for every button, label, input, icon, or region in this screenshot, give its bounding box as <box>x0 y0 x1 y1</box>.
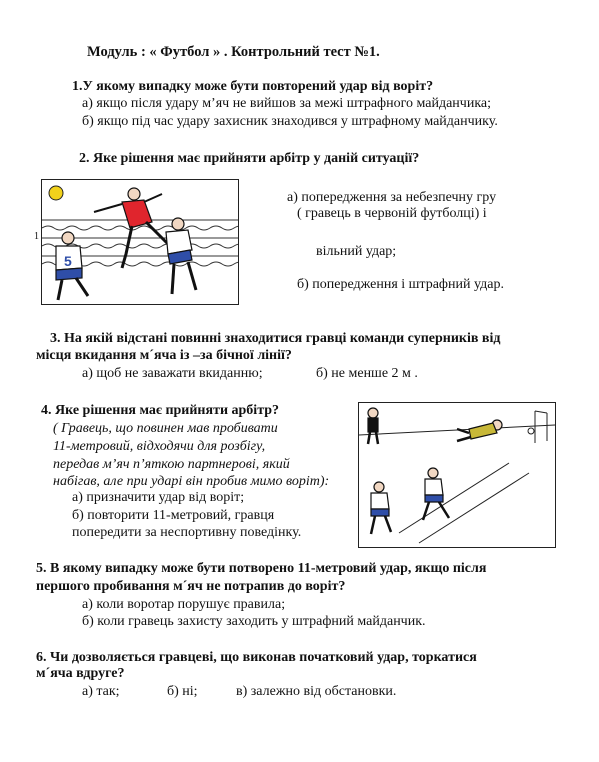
goalkeeper-figure <box>457 420 502 441</box>
q6-option-c: в) залежно від обстановки. <box>236 684 397 699</box>
blue-player-figure <box>166 218 196 294</box>
q2-illustration <box>41 179 239 305</box>
q6-question-line2: м´яча вдруге? <box>36 666 125 681</box>
q2-option-b: б) попередження і штрафний удар. <box>297 277 504 292</box>
q4-context-line1: ( Гравець, що повинен мав пробивати <box>53 421 278 436</box>
shirt-number: 5 <box>64 253 72 269</box>
q5-question-line2: першого пробивання м´яч не потрапив до воріт? <box>36 579 346 594</box>
q6-question-line1: 6. Чи дозволяється гравцеві, що виконав початковий удар, торкатися <box>36 650 477 665</box>
q6-option-b: б) ні; <box>167 684 198 699</box>
q4-option-b-line1: б) повторити 11-метровий, гравця <box>72 508 275 523</box>
q3-question-line2: місця вкидання м´яча із –за бічної лінії? <box>36 348 292 363</box>
q5-question-line1: 5. В якому випадку може бути потворено 11-метровий удар, якщо після <box>36 561 487 576</box>
q2-side-mark: 1 <box>34 231 39 242</box>
q3-question-line1: 3. На якій відстані повинні знаходитися гравці команди суперників від <box>50 331 501 346</box>
page-title: Модуль : « Футбол » . Контрольний тест №1. <box>87 44 380 60</box>
q2-option-a-line1: а) попередження за небезпечну гру <box>287 190 497 205</box>
q4-context-line3: передав м’яч п’яткою партнерові, який <box>53 457 290 472</box>
q1-option-b: б) якщо під час удару захисник знаходився у штрафному майданчику. <box>82 114 498 129</box>
q4-option-b-line2: попередити за неспортивну поведінку. <box>72 525 302 540</box>
runner-figure <box>371 482 391 534</box>
q4-context-line2: 11-метровий, відходячи для розбігу, <box>53 439 266 454</box>
q2-option-a-line3: вільний удар; <box>316 244 397 259</box>
q3-option-b: б) не менше 2 м . <box>316 366 418 381</box>
kicker-figure <box>423 468 449 520</box>
q1-option-a: а) якщо після удару м’яч не вийшов за межі штрафного майданчика; <box>82 96 492 111</box>
q2-option-a-line2: ( гравець в червоній футболці) і <box>297 206 487 221</box>
q2-question: 2. Яке рішення має прийняти арбітр у даній ситуації? <box>79 151 420 166</box>
q4-question: 4. Яке рішення має прийняти арбітр? <box>41 403 280 418</box>
q5-option-a: а) коли воротар порушує правила; <box>82 597 286 612</box>
q1-question: 1.У якому випадку може бути повторений удар від воріт? <box>72 79 434 94</box>
referee-figure <box>368 408 378 444</box>
ball-icon <box>49 186 63 200</box>
q4-illustration <box>358 402 556 548</box>
q5-option-b: б) коли гравець захисту заходить у штрафний майданчик. <box>82 614 426 629</box>
q3-option-a: а) щоб не заважати вкиданню; <box>82 366 263 381</box>
q6-option-a: а) так; <box>82 684 120 699</box>
q4-context-line4: набігав, але при ударі він пробив мимо воріт): <box>53 474 330 489</box>
q4-option-a: а) призначити удар від воріт; <box>72 490 245 505</box>
